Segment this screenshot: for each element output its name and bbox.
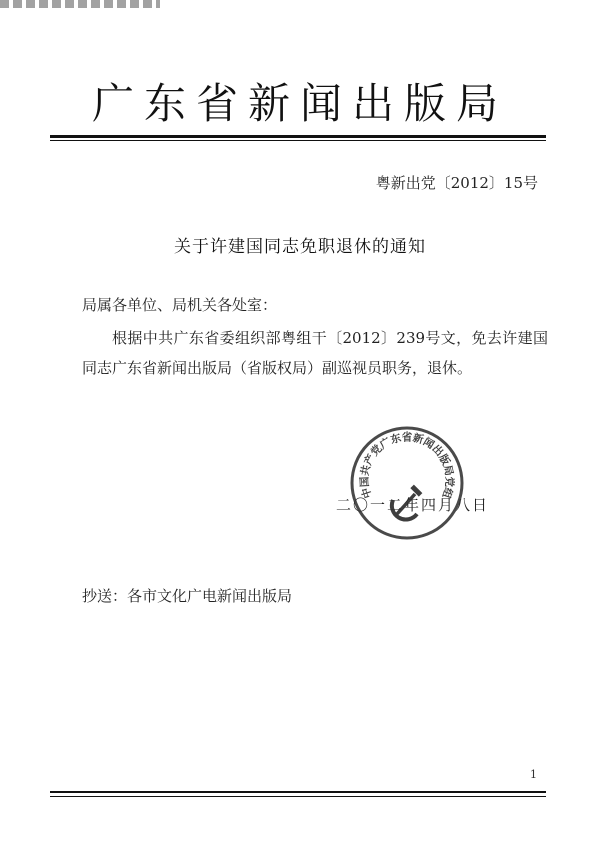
header-rule-thin (50, 140, 546, 141)
document-number: 粤新出党〔2012〕15号 (375, 174, 538, 192)
page-number: 1 (530, 768, 537, 781)
seal-text: 中国共产党广东省新闻出版局党组 (358, 431, 456, 500)
cc-line: 抄送：各市文化广电新闻出版局 (82, 587, 293, 605)
official-seal (348, 424, 466, 542)
document-title: 关于许建国同志免职退休的通知 (174, 237, 426, 257)
footer-rule-thick (50, 791, 546, 793)
header-rule-thick (50, 135, 546, 138)
body-paragraph: 根据中共广东省委组织部粤组干〔2012〕239号文，免去许建国同志广东省新闻出版局（省版权局）副巡视员职务，退休。 (82, 329, 548, 377)
scan-artifact (0, 0, 160, 8)
issue-date: 二〇一二年四月八日 (336, 496, 490, 514)
hammer-sickle-icon (392, 485, 422, 520)
agency-title: 广东省新闻出版局 (91, 79, 508, 128)
salutation: 局属各单位、局机关各处室： (82, 296, 278, 314)
footer-rule-thin (50, 796, 546, 797)
